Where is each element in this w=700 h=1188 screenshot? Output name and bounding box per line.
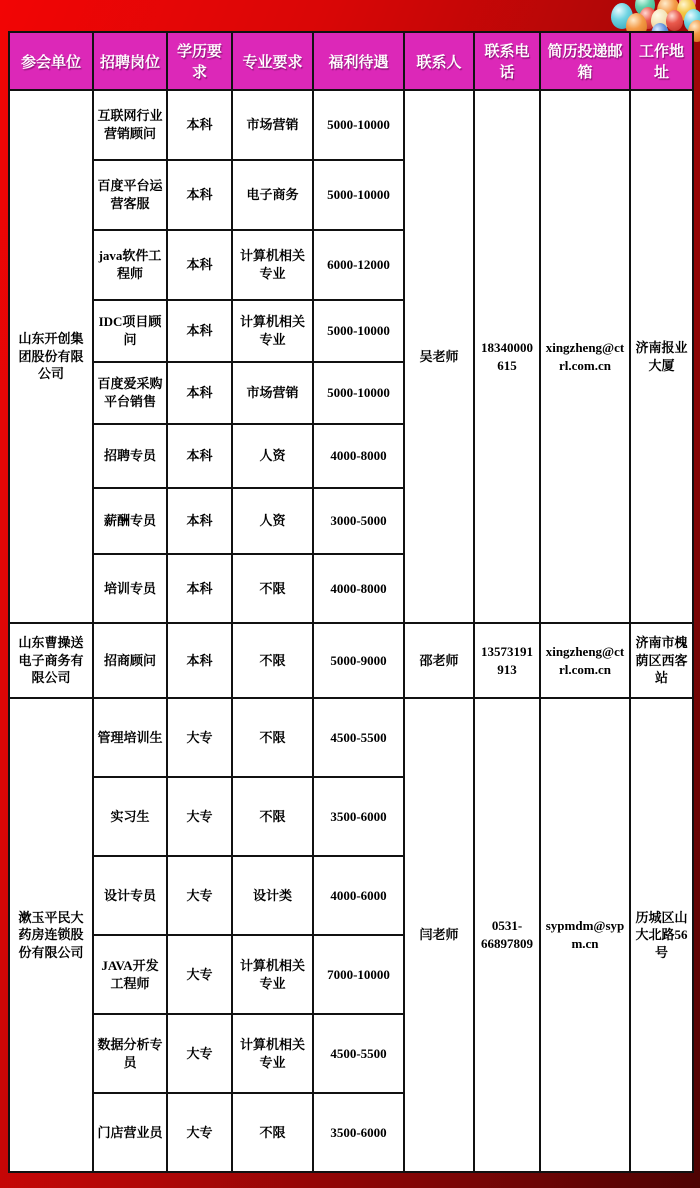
degree-requirement: 大专: [167, 856, 232, 935]
salary-range: 5000-10000: [313, 300, 404, 362]
column-header-phone: 联系电话: [474, 32, 540, 90]
major-requirement: 计算机相关专业: [232, 230, 313, 300]
contact-phone: 18340000615: [474, 90, 540, 623]
major-requirement: 不限: [232, 698, 313, 777]
position-title: 门店营业员: [93, 1093, 167, 1172]
work-address: 历城区山大北路56号: [630, 698, 693, 1172]
major-requirement: 不限: [232, 777, 313, 856]
major-requirement: 设计类: [232, 856, 313, 935]
major-requirement: 不限: [232, 554, 313, 623]
salary-range: 5000-10000: [313, 362, 404, 424]
major-requirement: 人资: [232, 424, 313, 488]
salary-range: 4500-5500: [313, 1014, 404, 1093]
position-title: 设计专员: [93, 856, 167, 935]
table-row: [9, 698, 693, 777]
major-requirement: 人资: [232, 488, 313, 554]
salary-range: 3500-6000: [313, 777, 404, 856]
salary-range: 6000-12000: [313, 230, 404, 300]
position-title: 数据分析专员: [93, 1014, 167, 1093]
salary-range: 7000-10000: [313, 935, 404, 1014]
degree-requirement: 本科: [167, 90, 232, 160]
degree-requirement: 本科: [167, 230, 232, 300]
salary-range: 5000-10000: [313, 90, 404, 160]
position-title: IDC项目顾问: [93, 300, 167, 362]
degree-requirement: 本科: [167, 488, 232, 554]
company-name: 漱玉平民大药房连锁股份有限公司: [9, 698, 93, 1172]
table-row: [9, 623, 693, 698]
position-title: 实习生: [93, 777, 167, 856]
position-title: 招聘专员: [93, 424, 167, 488]
position-title: 薪酬专员: [93, 488, 167, 554]
salary-range: 4000-8000: [313, 424, 404, 488]
degree-requirement: 大专: [167, 698, 232, 777]
major-requirement: 不限: [232, 1093, 313, 1172]
company-name: 山东曹操送电子商务有限公司: [9, 623, 93, 698]
work-address: 济南报业大厦: [630, 90, 693, 623]
degree-requirement: 本科: [167, 160, 232, 230]
resume-email: sypmdm@sypm.cn: [540, 698, 630, 1172]
degree-requirement: 本科: [167, 424, 232, 488]
position-title: 百度爱采购平台销售: [93, 362, 167, 424]
position-title: java软件工程师: [93, 230, 167, 300]
position-title: 招商顾问: [93, 623, 167, 698]
column-header-company: 参会单位: [9, 32, 93, 90]
degree-requirement: 大专: [167, 1014, 232, 1093]
column-header-email: 简历投递邮箱: [540, 32, 630, 90]
salary-range: 5000-10000: [313, 160, 404, 230]
major-requirement: 计算机相关专业: [232, 1014, 313, 1093]
column-header-address: 工作地址: [630, 32, 693, 90]
contact-person: 吴老师: [404, 90, 474, 623]
major-requirement: 市场营销: [232, 90, 313, 160]
major-requirement: 计算机相关专业: [232, 300, 313, 362]
major-requirement: 计算机相关专业: [232, 935, 313, 1014]
salary-range: 4000-8000: [313, 554, 404, 623]
major-requirement: 不限: [232, 623, 313, 698]
degree-requirement: 本科: [167, 623, 232, 698]
balloon-icon: [666, 10, 683, 31]
contact-person: 闫老师: [404, 698, 474, 1172]
degree-requirement: 大专: [167, 935, 232, 1014]
degree-requirement: 本科: [167, 554, 232, 623]
salary-range: 3500-6000: [313, 1093, 404, 1172]
degree-requirement: 本科: [167, 362, 232, 424]
position-title: JAVA开发工程师: [93, 935, 167, 1014]
column-header-salary: 福利待遇: [313, 32, 404, 90]
position-title: 百度平台运营客服: [93, 160, 167, 230]
position-title: 培训专员: [93, 554, 167, 623]
column-header-degree: 学历要求: [167, 32, 232, 90]
salary-range: 3000-5000: [313, 488, 404, 554]
work-address: 济南市槐荫区西客站: [630, 623, 693, 698]
column-header-position: 招聘岗位: [93, 32, 167, 90]
column-header-major: 专业要求: [232, 32, 313, 90]
degree-requirement: 大专: [167, 777, 232, 856]
column-header-contact: 联系人: [404, 32, 474, 90]
resume-email: xingzheng@ctrl.com.cn: [540, 623, 630, 698]
major-requirement: 电子商务: [232, 160, 313, 230]
resume-email: xingzheng@ctrl.com.cn: [540, 90, 630, 623]
salary-range: 4500-5500: [313, 698, 404, 777]
job-fair-table: [8, 31, 694, 1173]
position-title: 互联网行业营销顾问: [93, 90, 167, 160]
salary-range: 4000-6000: [313, 856, 404, 935]
degree-requirement: 大专: [167, 1093, 232, 1172]
major-requirement: 市场营销: [232, 362, 313, 424]
company-name: 山东开创集团股份有限公司: [9, 90, 93, 623]
header-row: [9, 32, 693, 90]
contact-phone: 13573191913: [474, 623, 540, 698]
contact-person: 邵老师: [404, 623, 474, 698]
position-title: 管理培训生: [93, 698, 167, 777]
salary-range: 5000-9000: [313, 623, 404, 698]
table-row: [9, 90, 693, 160]
contact-phone: 0531-66897809: [474, 698, 540, 1172]
degree-requirement: 本科: [167, 300, 232, 362]
